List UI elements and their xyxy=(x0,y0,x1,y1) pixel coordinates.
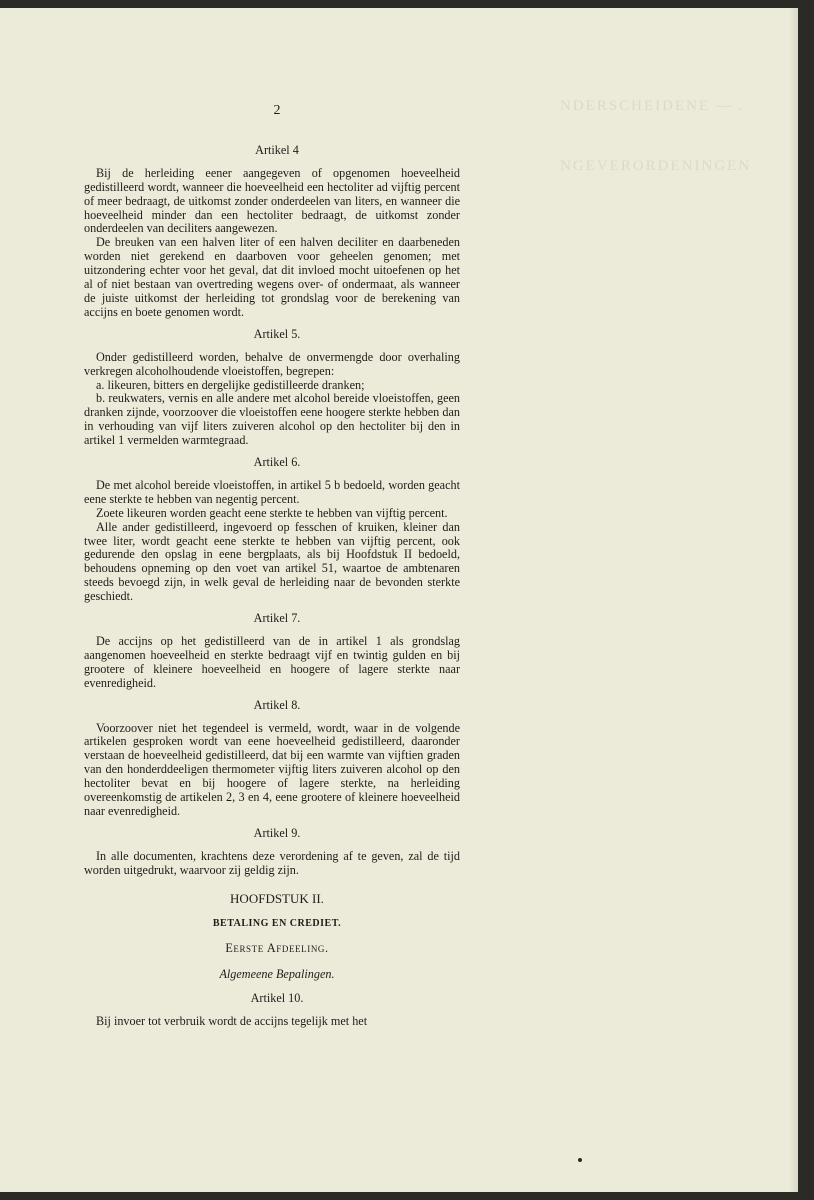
article-5-heading: Artikel 5. xyxy=(253,326,301,341)
chapter-title: BETALING EN CREDIET. xyxy=(212,917,342,929)
article-9-paragraph-1: In alle documenten, krachtens deze verordening af te geven, zal de tijd worden uitgedrukt, waarvoor zij geldig zijn. xyxy=(84,848,460,877)
article-7-body xyxy=(84,635,460,691)
article-6-heading: Artikel 6. xyxy=(253,455,301,470)
section-subtitle: Algemeene Bepalingen. xyxy=(219,967,335,982)
article-5-body xyxy=(84,351,460,448)
article-10-body xyxy=(84,1015,460,1029)
article-4-heading: Artikel 4 xyxy=(255,142,299,157)
article-5-item-b: b. reukwaters, vernis en alle andere met alcohol bereide vloeistoffen, geen dranken zijnde, voorzoover die vloeistoffen eene hoogere sterkte hebben dan in verhouding van vijf liters zuiveren alcohol op den hectoliter bij den in artikel 1 vermelden warmtegraad. xyxy=(84,391,460,448)
article-9-body xyxy=(84,850,460,878)
article-9-heading: Artikel 9. xyxy=(253,825,301,840)
bleed-through-text: NDERSCHEIDENE — . xyxy=(560,98,745,114)
article-6-paragraph-3: Alle ander gedistilleerd, ingevoerd op fesschen of kruiken, kleiner dan twee liter, wordt geacht eene sterkte te hebben van vijftig percent, ook gedurende den opslag in eene bergplaats, als bij Hoofdstuk II bedoeld, behoudens opneming op den voet van artikel 51, waartoe de ambtenaren steeds bevoegd zijn, in welk geval de herleiding naar de bevonden sterkte geschiedt. xyxy=(84,519,460,604)
article-5-paragraph-1: Onder gedistilleerd worden, behalve de onvermengde door overhaling verkregen alcoholhoudende vloeistoffen, begrepen: xyxy=(84,349,460,378)
article-4-paragraph-1: Bij de herleiding eener aangegeven of opgenomen hoeveelheid gedistilleerd wordt, wanneer die hoeveelheid een hectoliter ad vijftig percent of meer bedraagt, de uitkomst zonder onderdeelen van liters, en wanneer die hoeveelheid minder dan een hectoliter bedraagt, de uitkomst zonder onderdeelen van deciliters aangewezen. xyxy=(84,165,460,236)
article-7-heading: Artikel 7. xyxy=(253,611,301,626)
bleed-through-text: NGEVERORDENINGEN xyxy=(560,158,752,174)
document-body xyxy=(84,104,460,1029)
article-6-paragraph-1: De met alcohol bereide vloeistoffen, in artikel 5 b bedoeld, worden geacht eene sterkte te hebben van negentig percent. xyxy=(84,477,460,506)
article-6-body xyxy=(84,479,460,604)
article-10-heading: Artikel 10. xyxy=(250,991,304,1006)
article-4-body xyxy=(84,167,460,320)
article-5-item-a: a. likeuren, bitters en dergelijke gedistilleerde dranken; xyxy=(96,377,365,392)
chapter-heading: HOOFDSTUK II. xyxy=(230,890,324,906)
article-8-body xyxy=(84,722,460,819)
article-4-paragraph-2: De breuken van een halven liter of een halven deciliter en daarbeneden worden niet gerekend en daarboven voor geheelen genomen; met uitzondering echter voor het geval, dat dit invloed mocht uitoefenen op het al of niet bestaan van overtreding wegens over- of ondermaat, als wanneer de juiste uitkomst der herleiding tot grondslag voor de berekening van accijns en boete genomen wordt. xyxy=(84,235,460,319)
article-6-paragraph-2: Zoete likeuren worden geacht eene sterkte te hebben van vijftig percent. xyxy=(96,505,448,520)
article-8-heading: Artikel 8. xyxy=(253,697,301,712)
article-8-paragraph-1: Voorzoover niet het tegendeel is vermeld, wordt, waar in de volgende artikelen gesproken wordt van eene hoeveelheid gedistilleerd, daaronder verstaan de hoeveelheid gedistilleerd, dat bij een warmte van vijftien graden van den honderddeeligen thermometer vijftig liters zuiveren alcohol op den hectoliter bevat en bij hoogere of lagere sterkte, na herleiding overeenkomstig de artikelen 2, 3 en 4, eene grootere of kleinere hoeveelheid naar evenredigheid. xyxy=(84,720,460,818)
page-edge-shadow xyxy=(788,8,798,1192)
section-heading: Eerste Afdeeling. xyxy=(225,941,329,956)
ink-speck xyxy=(578,1158,582,1162)
page-number: 2 xyxy=(273,103,281,118)
article-10-paragraph-1: Bij invoer tot verbruik wordt de accijns tegelijk met het xyxy=(96,1014,368,1029)
article-7-paragraph-1: De accijns op het gedistilleerd van de in artikel 1 als grondslag aangenomen hoeveelheid en sterkte bedraagt vijf en twintig gulden en bij grootere of kleinere hoeveelheid en hoogere of lagere sterkte naar evenredigheid. xyxy=(84,634,460,690)
document-page xyxy=(0,8,798,1192)
